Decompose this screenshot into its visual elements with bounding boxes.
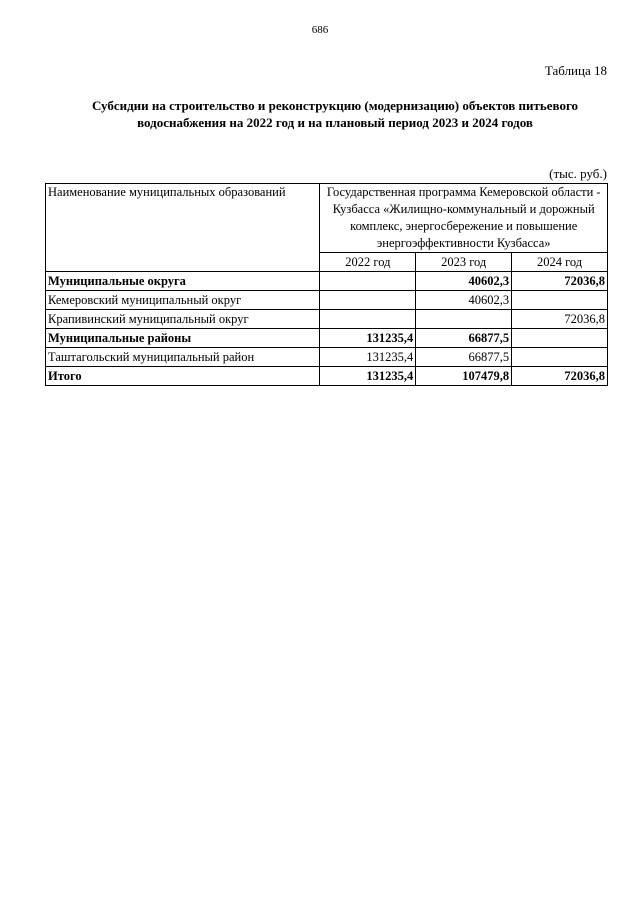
document-title	[40, 97, 630, 131]
row-value-2023: 107479,8	[416, 367, 512, 386]
row-value-2022: 131235,4	[320, 329, 416, 348]
row-value-2022: 131235,4	[320, 348, 416, 367]
title-line-1: Субсидии на строительство и реконструкцию (модернизацию) объектов питьевого	[91, 98, 579, 113]
header-year-2024: 2024 год	[512, 253, 608, 272]
row-value-2022	[320, 291, 416, 310]
row-value-2022: 131235,4	[320, 367, 416, 386]
header-year-2022: 2022 год	[320, 253, 416, 272]
page-number: 686	[311, 24, 329, 36]
table-label: Таблица 18	[544, 63, 607, 78]
row-name: Крапивинский муниципальный округ	[46, 310, 320, 329]
row-value-2024: 72036,8	[512, 310, 608, 329]
subsidies-table	[45, 183, 608, 386]
row-value-2023: 40602,3	[416, 291, 512, 310]
table-row-total	[46, 367, 608, 386]
table-row	[46, 310, 608, 329]
header-municipality-name: Наименование муниципальных образований	[46, 184, 320, 272]
title-line-2: водоснабжения на 2022 год и на плановый период 2023 и 2024 годов	[137, 115, 533, 130]
row-value-2024	[512, 291, 608, 310]
table-row	[46, 272, 608, 291]
row-value-2024	[512, 329, 608, 348]
row-value-2024: 72036,8	[512, 272, 608, 291]
table-row	[46, 348, 608, 367]
row-name: Муниципальные округа	[46, 272, 320, 291]
row-value-2024: 72036,8	[512, 367, 608, 386]
row-name: Итого	[46, 367, 320, 386]
header-state-program: Государственная программа Кемеровской области - Кузбасса «Жилищно-коммунальный и дорожный комплекс, энергосбережение и повышение энергоэффективности Кузбасса»	[320, 184, 608, 253]
row-value-2022	[320, 272, 416, 291]
row-value-2023: 40602,3	[416, 272, 512, 291]
header-year-2023: 2023 год	[416, 253, 512, 272]
row-value-2023: 66877,5	[416, 329, 512, 348]
row-name: Муниципальные районы	[46, 329, 320, 348]
row-value-2022	[320, 310, 416, 329]
row-name: Таштагольский муниципальный район	[46, 348, 320, 367]
row-name: Кемеровский муниципальный округ	[46, 291, 320, 310]
table-row	[46, 329, 608, 348]
row-value-2023	[416, 310, 512, 329]
units-label: (тыс. руб.)	[549, 166, 607, 181]
header-row	[46, 184, 608, 253]
row-value-2024	[512, 348, 608, 367]
table-row	[46, 291, 608, 310]
row-value-2023: 66877,5	[416, 348, 512, 367]
